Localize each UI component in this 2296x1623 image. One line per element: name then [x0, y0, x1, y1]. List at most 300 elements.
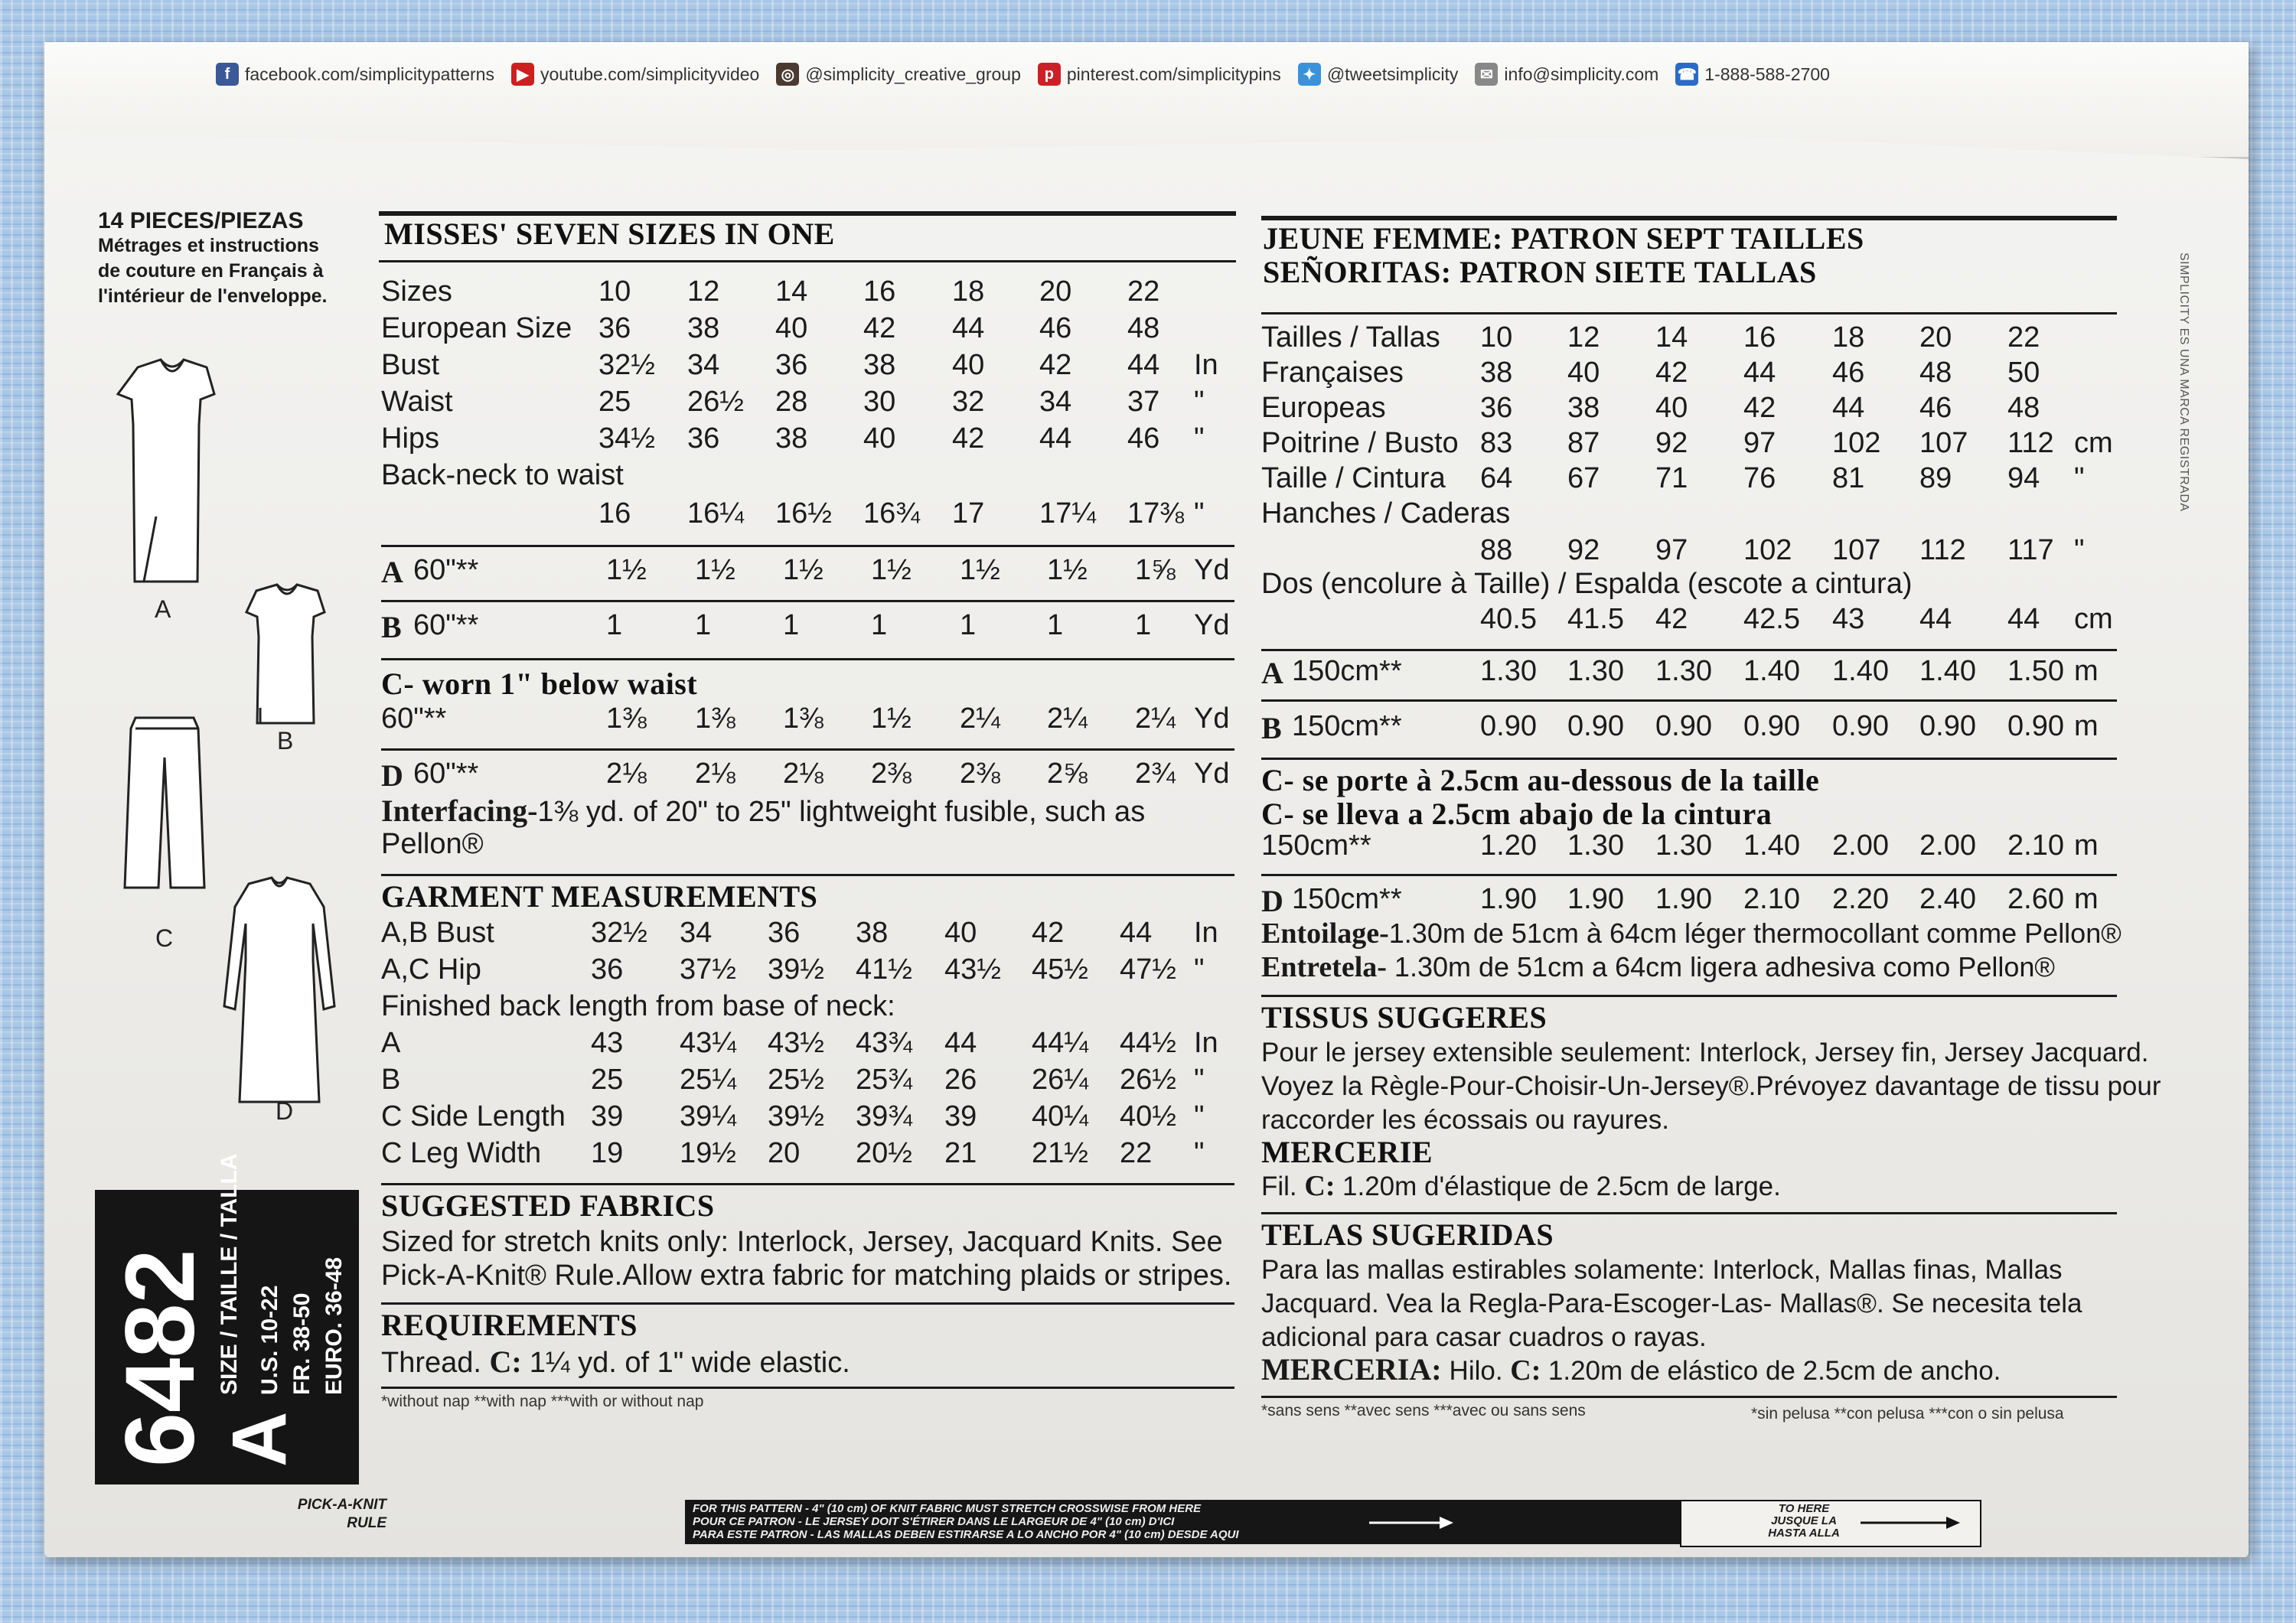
garment-label-d: D: [276, 1097, 294, 1125]
value-cell: 40.5: [1480, 603, 1537, 635]
size-us: U.S. 10-22: [257, 1285, 282, 1395]
interfacing-label: Interfacing-: [381, 794, 538, 828]
pieces-info: [98, 208, 373, 309]
value-cell: 14: [775, 275, 808, 308]
value-cell: 81: [1832, 462, 1865, 494]
telas-title: TELAS SUGERIDAS: [1261, 1217, 1554, 1252]
value-cell: 43½: [768, 1027, 824, 1059]
value-cell: 40: [1655, 392, 1688, 424]
fabrics-line-2: Pick-A-Knit® Rule.Allow extra fabric for matching plaids or stripes.: [381, 1260, 1232, 1292]
value-cell: 107: [1919, 427, 1968, 459]
value-cell: 25: [598, 386, 631, 418]
value-cell: 41½: [856, 953, 912, 986]
req-thread: Thread.: [381, 1347, 490, 1379]
value-cell: 38: [775, 422, 808, 455]
dos-label: Dos (encolure à Taille) / Espalda (escote a cintura): [1261, 568, 1913, 600]
pinterest-icon: p: [1038, 63, 1061, 86]
row-fabric-width: 60"**: [413, 758, 479, 790]
value-cell: 117: [2007, 534, 2054, 566]
value-cell: 39¾: [856, 1100, 912, 1133]
value-cell: 20: [768, 1137, 801, 1169]
value-cell: 14: [1655, 321, 1688, 354]
value-cell: 44: [1120, 917, 1153, 949]
value-cell: 1: [1135, 609, 1152, 641]
value-cell: 32: [952, 386, 985, 418]
value-cell: 40: [1567, 357, 1600, 389]
value-cell: 1½: [695, 554, 735, 586]
unit-cell: Yd: [1194, 758, 1230, 790]
tunic-d-illustration: [224, 878, 334, 1102]
value-cell: 38: [1480, 357, 1513, 389]
value-cell: 1: [871, 609, 888, 641]
pick-a-knit-label: [264, 1496, 386, 1533]
pick-a-knit-label-2: RULE: [347, 1515, 386, 1531]
rule-rc: [1261, 758, 2117, 760]
view-a-row: [1261, 655, 2118, 690]
value-cell: 25: [591, 1064, 624, 1096]
value-cell: 0.90: [1567, 710, 1624, 742]
value-cell: 36: [591, 953, 624, 986]
requirements-title: REQUIREMENTS: [381, 1308, 638, 1342]
size-row: [1261, 321, 2118, 357]
view-c-row: [381, 702, 1238, 738]
value-cell: 40: [944, 917, 977, 949]
value-cell: 34: [687, 349, 720, 381]
merceria-hilo: Hilo.: [1449, 1356, 1511, 1386]
to-here-fr: JUSQUE LA: [1771, 1514, 1837, 1527]
value-cell: 2⅛: [606, 758, 647, 790]
instagram-icon: ◎: [776, 63, 799, 86]
value-cell: 94: [2007, 462, 2040, 494]
value-cell: 48: [2007, 392, 2040, 424]
unit-cell: ": [1194, 386, 1205, 418]
value-cell: 42: [1655, 357, 1688, 389]
entoilage-line: [1261, 917, 2122, 950]
row-label: European Size: [381, 312, 572, 344]
value-cell: 2⅜: [960, 758, 1000, 790]
youtube-icon: ▶: [511, 63, 534, 86]
mercerie-fil: Fil.: [1261, 1172, 1305, 1201]
value-cell: 1½: [783, 554, 823, 586]
value-cell: 17: [952, 497, 985, 530]
right-title-es: SEÑORITAS: PATRON SIETE TALLAS: [1263, 255, 1817, 289]
value-cell: 1.40: [1743, 829, 1800, 862]
hanches-label: Hanches / Caderas: [1261, 497, 1511, 530]
value-cell: 22: [1120, 1137, 1153, 1169]
value-cell: 1.20: [1480, 829, 1537, 862]
value-cell: 44¼: [1032, 1027, 1088, 1059]
unit-cell: In: [1194, 349, 1218, 381]
value-cell: 46: [1832, 357, 1865, 389]
value-cell: 0.90: [1919, 710, 1976, 742]
value-cell: 40½: [1120, 1100, 1176, 1133]
hanches-row: [1261, 534, 2118, 569]
value-cell: 21½: [1032, 1137, 1088, 1169]
measurement-row: [381, 953, 1238, 989]
rule-footnote-right: [1261, 1396, 2117, 1398]
value-cell: 67: [1567, 462, 1600, 494]
backneck-row: [381, 497, 1238, 533]
unit-cell: ": [1194, 1100, 1205, 1133]
value-cell: 21: [944, 1137, 977, 1169]
value-cell: 2.40: [1919, 883, 1976, 915]
entretela-text: 1.30m de 51cm a 64cm ligera adhesiva como Pellon®: [1386, 951, 2055, 983]
value-cell: 87: [1567, 427, 1600, 459]
rule-d: [381, 748, 1234, 751]
interfacing-text: 1⅜ yd. of 20" to 25" lightweight fusible, such as: [537, 796, 1146, 828]
garment-illustrations: [107, 352, 360, 1133]
value-cell: 18: [1832, 321, 1865, 354]
dos-row: [1261, 603, 2118, 638]
value-cell: 1⅝: [1135, 554, 1176, 586]
unit-cell: In: [1194, 1027, 1218, 1059]
value-cell: 38: [863, 349, 896, 381]
value-cell: 10: [1480, 321, 1513, 354]
value-cell: 42: [1032, 917, 1065, 949]
value-cell: 20½: [856, 1137, 912, 1169]
row-label: B: [1261, 711, 1282, 745]
size-range-letter: A: [217, 1411, 302, 1467]
size-row: [381, 275, 1238, 311]
value-cell: 1: [783, 609, 800, 641]
left-title: MISSES' SEVEN SIZES IN ONE: [384, 217, 835, 251]
side-trademark: SIMPLICITY ES UNA MARCA REGISTRADA: [2177, 253, 2190, 512]
view-b-row: [381, 609, 1238, 644]
size-row: [1261, 427, 2118, 462]
value-cell: 1⅜: [695, 702, 735, 735]
value-cell: 48: [1127, 312, 1160, 344]
rule-footnote: [381, 1387, 1234, 1389]
value-cell: 41.5: [1567, 603, 1624, 635]
rule-fabrics: [381, 1183, 1234, 1185]
value-cell: 12: [1567, 321, 1600, 354]
backneck-label: Back-neck to waist: [381, 459, 624, 491]
measurement-row: [381, 917, 1238, 952]
merceria-title: MERCERIA:: [1261, 1352, 1450, 1387]
rule-rd: [1261, 874, 2117, 876]
value-cell: 17⅜: [1127, 497, 1184, 530]
value-cell: 16½: [775, 497, 832, 530]
value-cell: 46: [1039, 312, 1072, 344]
value-cell: 0.90: [1743, 710, 1800, 742]
value-cell: 16: [598, 497, 631, 530]
value-cell: 44: [2007, 603, 2040, 635]
value-cell: 28: [775, 386, 808, 418]
value-cell: 16¼: [687, 497, 744, 530]
entoilage-text: 1.30m de 51cm à 64cm léger thermocollant comme Pellon®: [1388, 917, 2122, 949]
row-fabric-width: 150cm**: [1292, 883, 1402, 915]
value-cell: 38: [856, 917, 889, 949]
value-cell: 20: [1919, 321, 1952, 354]
value-cell: 92: [1655, 427, 1688, 459]
merceria-text: 1.20m de elástico de 2.5cm de ancho.: [1548, 1356, 2001, 1386]
social-text: 1-888-588-2700: [1704, 64, 1830, 84]
entretela-label: Entretela-: [1261, 951, 1387, 983]
value-cell: 30: [863, 386, 896, 418]
rule-a: [381, 545, 1234, 547]
social-links-bar: [216, 55, 1847, 93]
social-text: pinterest.com/simplicitypins: [1066, 64, 1281, 84]
value-cell: 39½: [768, 1100, 824, 1133]
social-item: [511, 63, 759, 86]
requirements-line: [381, 1344, 850, 1380]
row-label: 150cm**: [1261, 829, 1371, 862]
value-cell: 36: [598, 312, 631, 344]
row-fabric-width: 150cm**: [1292, 710, 1402, 742]
value-cell: 1.30: [1567, 829, 1624, 862]
value-cell: 89: [1919, 462, 1952, 494]
mercerie-c: C:: [1304, 1170, 1342, 1202]
row-label: D: [1261, 884, 1283, 918]
value-cell: 43: [591, 1027, 624, 1059]
telas-line-1: Para las mallas estirables solamente: Interlock, Mallas finas, Mallas: [1261, 1255, 2063, 1285]
value-cell: 1.30: [1655, 829, 1712, 862]
rule-b: [381, 600, 1234, 602]
entretela-line: [1261, 950, 2055, 984]
value-cell: 40: [863, 422, 896, 455]
value-cell: 1½: [1047, 554, 1088, 586]
row-label: A,B Bust: [381, 917, 494, 949]
value-cell: 26½: [687, 386, 744, 418]
interfacing-text-2: Pellon®: [381, 828, 484, 860]
value-cell: 39: [591, 1100, 624, 1133]
value-cell: 102: [1832, 427, 1881, 459]
value-cell: 36: [687, 422, 720, 455]
pick-a-knit-label-1: PICK-A-KNIT: [297, 1497, 386, 1513]
pattern-number: 6482: [106, 1249, 215, 1467]
value-cell: 1⅜: [606, 702, 647, 735]
value-cell: 1.40: [1919, 655, 1976, 687]
value-cell: 16¾: [863, 497, 920, 530]
dress-a-illustration: [118, 360, 214, 582]
size-row: [381, 312, 1238, 347]
social-text: @tweetsimplicity: [1326, 64, 1459, 84]
measurement-row: [381, 1027, 1238, 1062]
unit-cell: m: [2074, 883, 2099, 915]
top-b-illustration: [246, 585, 325, 723]
twitter-icon: ✦: [1298, 63, 1321, 86]
row-fabric-width: 60"**: [413, 609, 479, 641]
value-cell: 46: [1127, 422, 1160, 455]
value-cell: 92: [1567, 534, 1600, 566]
value-cell: 32½: [598, 349, 655, 381]
rule-left-title: [379, 260, 1236, 262]
value-cell: 2⅜: [871, 758, 912, 790]
value-cell: 112: [1919, 534, 1966, 566]
value-cell: 22: [1127, 275, 1160, 308]
size-row: [381, 386, 1238, 421]
social-text: facebook.com/simplicitypatterns: [245, 64, 494, 84]
value-cell: 34: [1039, 386, 1072, 418]
value-cell: 50: [2007, 357, 2040, 389]
entoilage-label: Entoilage-: [1261, 917, 1389, 950]
view-d-row: [1261, 883, 2118, 918]
view-c-label: C- worn 1" below waist: [381, 666, 698, 701]
pieces-count: 14: [98, 208, 124, 233]
rule-requirements: [381, 1302, 1234, 1305]
merceria-line: [1261, 1351, 2001, 1387]
garment-label-a: A: [155, 595, 171, 623]
tissus-line-3: raccorder les écossais ou rayures.: [1261, 1105, 1669, 1135]
value-cell: 42: [1039, 349, 1072, 381]
row-label: Waist: [381, 386, 453, 418]
to-here-es: HASTA ALLA: [1768, 1527, 1840, 1540]
footnote-es: *sin pelusa **con pelusa ***con o sin pelusa: [1751, 1405, 2064, 1423]
social-item: [776, 63, 1021, 86]
row-label: C Leg Width: [381, 1137, 542, 1169]
unit-cell: ": [2074, 462, 2085, 494]
value-cell: 1.30: [1655, 655, 1712, 687]
footnote-en: *without nap **with nap ***with or without nap: [381, 1393, 704, 1410]
right-title-fr: JEUNE FEMME: PATRON SEPT TAILLES: [1263, 221, 1864, 256]
row-fabric-width: 150cm**: [1292, 655, 1402, 687]
facebook-icon: f: [216, 63, 239, 86]
rule-rb: [1261, 699, 2117, 702]
value-cell: 43½: [944, 953, 1001, 986]
pieces-line-3: l'intérieur de l'enveloppe.: [98, 285, 328, 307]
value-cell: 25¾: [856, 1064, 912, 1096]
value-cell: 2¼: [1135, 702, 1176, 735]
row-label: A: [381, 1027, 401, 1059]
social-item: [1675, 63, 1830, 86]
value-cell: 2.10: [2007, 829, 2064, 862]
value-cell: 44: [1832, 392, 1865, 424]
value-cell: 46: [1919, 392, 1952, 424]
value-cell: 39¼: [680, 1100, 736, 1133]
social-text: @simplicity_creative_group: [805, 64, 1021, 84]
email-icon: ✉: [1475, 63, 1498, 86]
value-cell: 45½: [1032, 953, 1088, 986]
value-cell: 97: [1743, 427, 1776, 459]
value-cell: 39: [944, 1100, 977, 1133]
social-item: [1298, 63, 1459, 86]
tissus-title: TISSUS SUGGERES: [1261, 1000, 1548, 1035]
unit-cell: m: [2074, 710, 2099, 742]
value-cell: 1.40: [1743, 655, 1800, 687]
pieces-title: PIECES/PIEZAS: [129, 208, 304, 233]
value-cell: 20: [1039, 275, 1072, 308]
pieces-line-2: de couture en Français à: [98, 260, 324, 282]
tissus-line-1: Pour le jersey extensible seulement: Interlock, Jersey fin, Jersey Jacquard.: [1261, 1038, 2149, 1067]
row-label: B: [381, 1064, 401, 1096]
view-c-row: [1261, 829, 2118, 865]
value-cell: 1½: [871, 702, 912, 735]
unit-cell: ": [1194, 953, 1205, 986]
mercerie-text: 1.20m d'élastique de 2.5cm de large.: [1342, 1172, 1781, 1201]
interfacing-line: [381, 793, 1145, 829]
measurement-row: [381, 1137, 1238, 1172]
size-range-box: [95, 1153, 359, 1484]
unit-cell: In: [1194, 917, 1218, 949]
strip-line-fr: POUR CE PATRON - LE JERSEY DOIT S'ÉTIRER DANS LE LARGEUR DE 4" (10 cm) D'ICI: [693, 1515, 1175, 1528]
value-cell: 47½: [1120, 953, 1176, 986]
value-cell: 38: [687, 312, 720, 344]
unit-cell: m: [2074, 829, 2099, 862]
value-cell: 88: [1480, 534, 1513, 566]
value-cell: 22: [2007, 321, 2040, 354]
rule-tissus: [1261, 995, 2117, 997]
arrow-right-icon: [1857, 1514, 1965, 1532]
value-cell: 44: [1039, 422, 1072, 455]
row-label: Sizes: [381, 275, 452, 308]
value-cell: 97: [1655, 534, 1688, 566]
row-label: A,C Hip: [381, 953, 481, 986]
value-cell: 44: [1743, 357, 1776, 389]
social-text: info@simplicity.com: [1504, 64, 1659, 84]
value-cell: 0.90: [1655, 710, 1712, 742]
unit-cell: ": [1194, 497, 1205, 530]
size-row: [381, 422, 1238, 458]
value-cell: 0.90: [1480, 710, 1537, 742]
social-text: youtube.com/simplicityvideo: [540, 64, 760, 84]
row-label: A: [1261, 656, 1283, 690]
value-cell: 17¼: [1039, 497, 1096, 530]
row-label: Hips: [381, 422, 440, 455]
value-cell: 43¼: [680, 1027, 736, 1059]
social-item: [216, 63, 494, 86]
value-cell: 2⅛: [695, 758, 735, 790]
value-cell: 37: [1127, 386, 1160, 418]
size-row: [381, 349, 1238, 384]
unit-cell: ": [2074, 534, 2085, 566]
rule-gm: [381, 874, 1234, 876]
value-cell: 42: [1743, 392, 1776, 424]
row-label: Françaises: [1261, 357, 1404, 389]
row-label: D: [381, 758, 403, 793]
value-cell: 42: [863, 312, 896, 344]
value-cell: 12: [687, 275, 720, 308]
suggested-fabrics-title: SUGGESTED FABRICS: [381, 1188, 715, 1223]
unit-cell: Yd: [1194, 702, 1230, 735]
view-c-fr-label: C- se porte à 2.5cm au-dessous de la taille: [1261, 763, 1820, 797]
size-chart-metric: [1261, 314, 2161, 1462]
view-d-row: [381, 758, 1238, 793]
value-cell: 37½: [680, 953, 736, 986]
value-cell: 19½: [680, 1137, 736, 1169]
unit-cell: ": [1194, 1064, 1205, 1096]
size-label: SIZE / TAILLE / TALLA: [217, 1153, 242, 1395]
size-euro: EURO. 36-48: [321, 1256, 347, 1395]
value-cell: 64: [1480, 462, 1513, 494]
value-cell: 76: [1743, 462, 1776, 494]
value-cell: 0.90: [1832, 710, 1889, 742]
pants-c-illustration: [125, 718, 204, 888]
size-fr: FR. 38-50: [289, 1292, 315, 1395]
row-label: B: [381, 610, 402, 644]
value-cell: 16: [1743, 321, 1776, 354]
value-cell: 112: [2007, 427, 2054, 459]
value-cell: 1.30: [1480, 655, 1537, 687]
size-row: [1261, 357, 2118, 392]
value-cell: 1⅜: [783, 702, 823, 735]
value-cell: 1.90: [1480, 883, 1537, 915]
unit-cell: ": [1194, 422, 1205, 455]
value-cell: 44: [1919, 603, 1952, 635]
value-cell: 32½: [591, 917, 647, 949]
unit-cell: Yd: [1194, 609, 1230, 641]
req-text: 1¼ yd. of 1" wide elastic.: [529, 1347, 850, 1379]
value-cell: 1.30: [1567, 655, 1624, 687]
value-cell: 40¼: [1032, 1100, 1088, 1133]
value-cell: 2⅝: [1047, 758, 1088, 790]
value-cell: 83: [1480, 427, 1513, 459]
garment-label-c: C: [155, 924, 174, 952]
value-cell: 1: [1047, 609, 1064, 641]
value-cell: 39½: [768, 953, 824, 986]
value-cell: 44: [952, 312, 985, 344]
value-cell: 43¾: [856, 1027, 912, 1059]
size-row: [1261, 392, 2118, 427]
